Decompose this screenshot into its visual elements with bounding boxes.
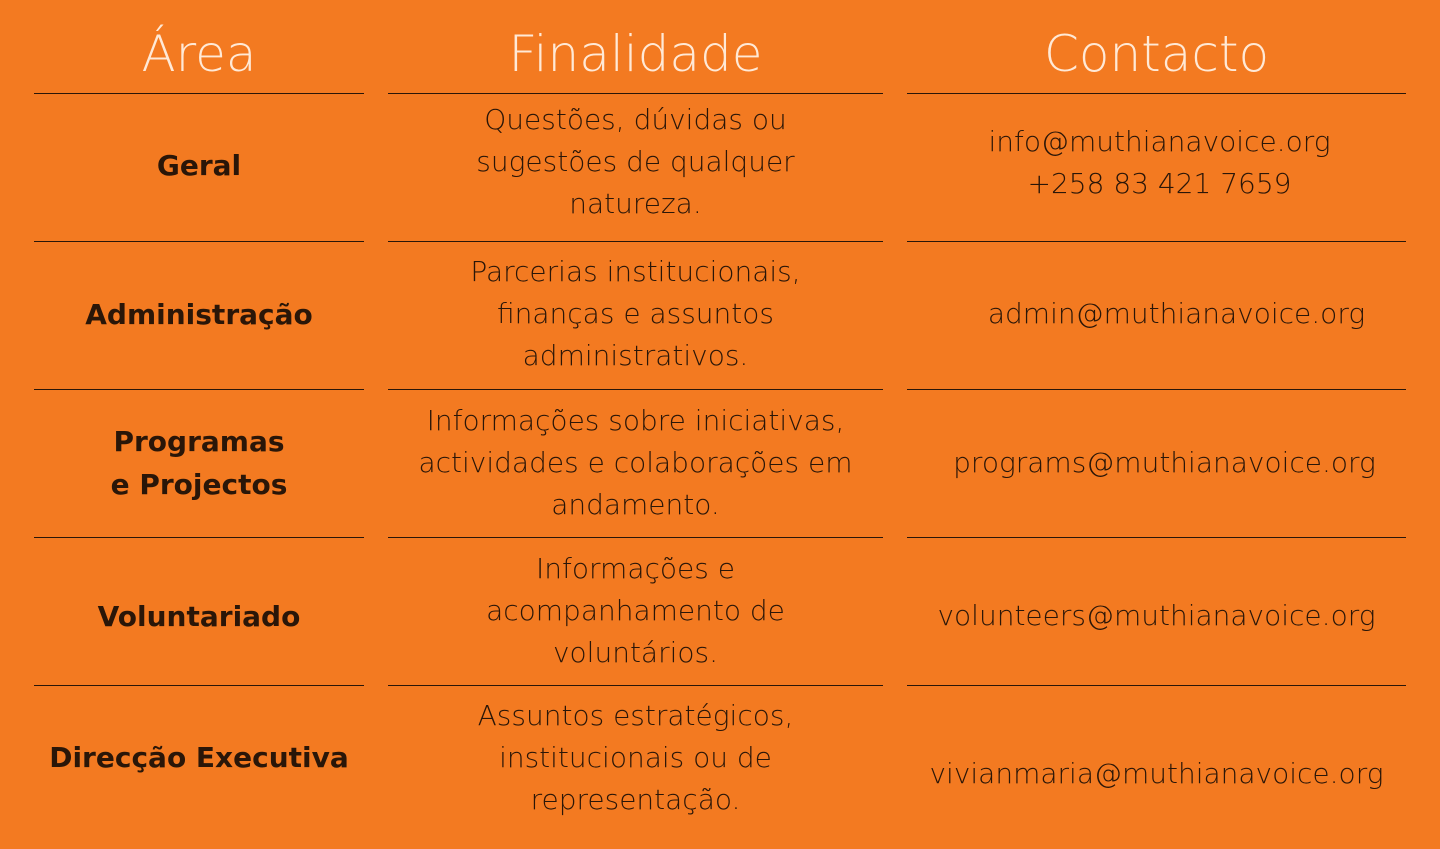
area-cell-voluntariado bbox=[34, 538, 364, 694]
finalidade-cell: Informações sobre iniciativas, actividades e colaborações em andamento. bbox=[418, 404, 853, 521]
area-label: Programas bbox=[113, 425, 285, 458]
area-header: Área bbox=[141, 25, 257, 83]
finalidade-divider bbox=[388, 93, 883, 94]
email-link[interactable]: volunteers@muthianavoice.org bbox=[937, 599, 1376, 632]
finalidade-divider bbox=[388, 685, 883, 686]
finalidade-cell: Questões, dúvidas ou sugestões de qualquer natureza. bbox=[476, 103, 795, 220]
area-label: e Projectos bbox=[110, 468, 288, 501]
contacto-cell bbox=[913, 120, 1406, 206]
contacto-header: Contacto bbox=[1043, 25, 1270, 83]
area-cell-programas bbox=[34, 390, 364, 536]
finalidade-divider bbox=[388, 389, 883, 390]
contacto-divider bbox=[907, 93, 1406, 94]
contacto-divider bbox=[907, 241, 1406, 242]
email-link[interactable]: vivianmaria@muthianavoice.org bbox=[929, 757, 1384, 790]
area-label: Administração bbox=[85, 297, 313, 331]
finalidade-divider bbox=[388, 537, 883, 538]
finalidade-cell: Parcerias institucionais, finanças e assuntos administrativos. bbox=[470, 255, 801, 372]
contacto-cell bbox=[927, 292, 1426, 336]
finalidade-cell: Assuntos estratégicos, institucionais ou de representação. bbox=[477, 699, 794, 816]
area-cell-direccao bbox=[34, 686, 364, 828]
contacto-cell bbox=[907, 752, 1406, 796]
email-link[interactable]: programs@muthianavoice.org bbox=[953, 446, 1376, 479]
contacto-divider bbox=[907, 537, 1406, 538]
phone-number[interactable]: +258 83 421 7659 bbox=[1027, 167, 1292, 200]
email-link[interactable]: admin@muthianavoice.org bbox=[987, 297, 1366, 330]
area-cell-administracao bbox=[34, 242, 364, 386]
contacto-cell bbox=[907, 594, 1406, 638]
finalidade-divider bbox=[388, 241, 883, 242]
area-label: Direcção Executiva bbox=[49, 740, 349, 774]
area-label: Geral bbox=[156, 148, 242, 182]
area-cell-geral bbox=[34, 94, 364, 236]
contacto-divider bbox=[907, 685, 1406, 686]
contacto-divider bbox=[907, 389, 1406, 390]
contacto-cell bbox=[915, 441, 1414, 485]
finalidade-header: Finalidade bbox=[508, 25, 763, 83]
finalidade-cell: Informações e acompanhamento de voluntários. bbox=[486, 552, 785, 669]
area-label: Voluntariado bbox=[97, 599, 301, 633]
email-link[interactable]: info@muthianavoice.org bbox=[988, 125, 1331, 158]
